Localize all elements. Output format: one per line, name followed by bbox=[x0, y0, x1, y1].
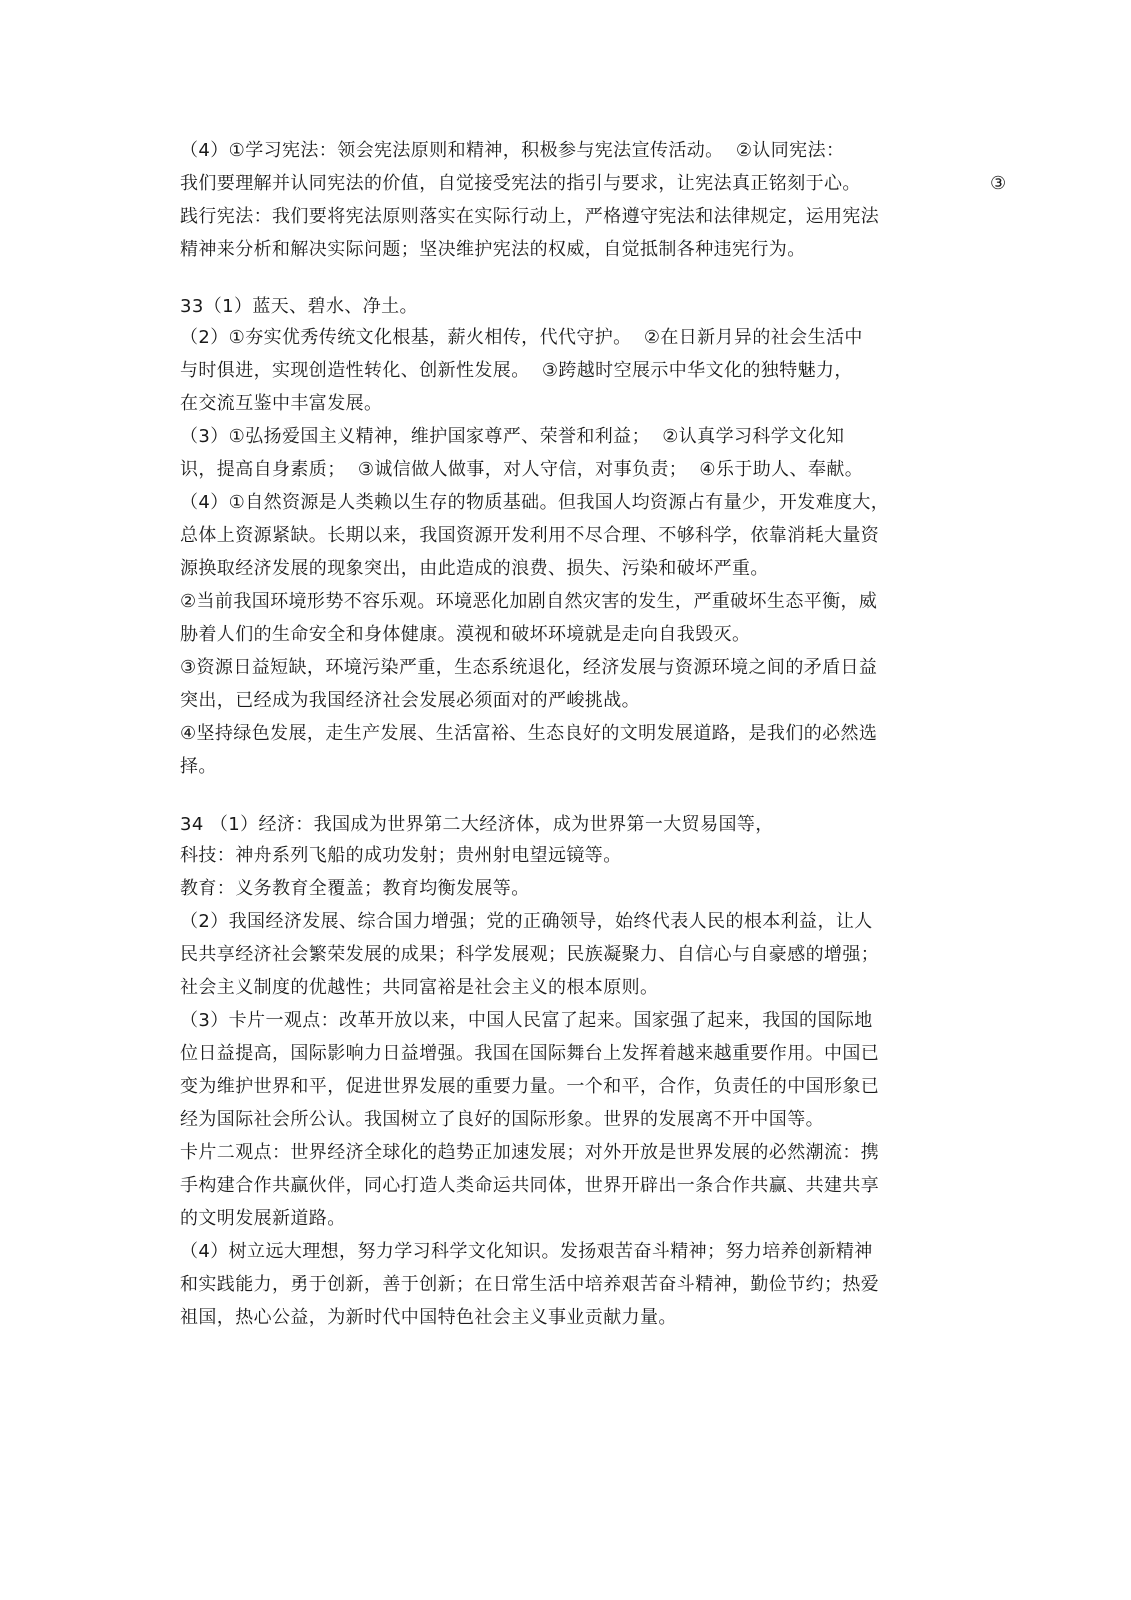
text-line: 社会主义制度的优越性；共同富裕是社会主义的根本原则。 bbox=[180, 977, 659, 998]
text-line: 在交流互鉴中丰富发展。 bbox=[180, 393, 383, 414]
text-line: ④坚持绿色发展，走生产发展、生活富裕、生态良好的文明发展道路，是我们的必然选 bbox=[180, 723, 878, 744]
text-line: 教育：义务教育全覆盖；教育均衡发展等。 bbox=[180, 878, 530, 899]
circled-number-marker: ③ bbox=[990, 173, 1007, 194]
text-line: 突出，已经成为我国经济社会发展必须面对的严峻挑战。 bbox=[180, 690, 640, 711]
text-line: 的文明发展新道路。 bbox=[180, 1208, 346, 1229]
text-line: 择。 bbox=[180, 756, 217, 777]
text-line: （4）树立远大理想，努力学习科学文化知识。发扬艰苦奋斗精神；努力培养创新精神 bbox=[180, 1241, 873, 1262]
text-line: （2）①夯实优秀传统文化根基，薪火相传，代代守护。 ②在日新月异的社会生活中 bbox=[180, 327, 863, 348]
text-line: （4）①学习宪法：领会宪法原则和精神，积极参与宪法宣传活动。 ②认同宪法： bbox=[180, 140, 845, 161]
text-line: （2）我国经济发展、综合国力增强；党的正确领导，始终代表人民的根本利益，让人 bbox=[180, 911, 873, 932]
text-line: 与时俱进，实现创造性转化、创新性发展。 ③跨越时空展示中华文化的独特魅力， bbox=[180, 360, 853, 381]
text-line: 科技：神舟系列飞船的成功发射；贵州射电望远镜等。 bbox=[180, 845, 622, 866]
text-line: 我们要理解并认同宪法的价值，自觉接受宪法的指引与要求，让宪法真正铭刻于心。 bbox=[180, 173, 861, 194]
text-line: 和实践能力，勇于创新，善于创新；在日常生活中培养艰苦奋斗精神，勤俭节约；热爱 bbox=[180, 1274, 880, 1295]
text-line: 胁着人们的生命安全和身体健康。漠视和破坏环境就是走向自我毁灭。 bbox=[180, 624, 751, 645]
text-line: 践行宪法：我们要将宪法原则落实在实际行动上，严格遵守宪法和法律规定，运用宪法 bbox=[180, 206, 880, 227]
text-line: 卡片二观点：世界经济全球化的趋势正加速发展；对外开放是世界发展的必然潮流：携 bbox=[180, 1142, 880, 1163]
text-line: 变为维护世界和平，促进世界发展的重要力量。一个和平，合作，负责任的中国形象已 bbox=[180, 1076, 880, 1097]
text-line: （4）①自然资源是人类赖以生存的物质基础。但我国人均资源占有量少，开发难度大， bbox=[180, 492, 890, 513]
text-line: 祖国，热心公益，为新时代中国特色社会主义事业贡献力量。 bbox=[180, 1307, 677, 1328]
text-line: 源换取经济发展的现象突出，由此造成的浪费、损失、污染和破坏严重。 bbox=[180, 558, 769, 579]
text-line: 33（1）蓝天、碧水、净土。 bbox=[180, 296, 418, 317]
text-line: （3）卡片一观点：改革开放以来，中国人民富了起来。国家强了起来，我国的国际地 bbox=[180, 1010, 873, 1031]
text-line: ③资源日益短缺，环境污染严重，生态系统退化，经济发展与资源环境之间的矛盾日益 bbox=[180, 657, 878, 678]
text-line: 精神来分析和解决实际问题；坚决维护宪法的权威，自觉抵制各种违宪行为。 bbox=[180, 239, 806, 260]
text-line: 经为国际社会所公认。我国树立了良好的国际形象。世界的发展离不开中国等。 bbox=[180, 1109, 824, 1130]
text-line: 民共享经济社会繁荣发展的成果；科学发展观；民族凝聚力、自信心与自豪感的增强； bbox=[180, 944, 880, 965]
text-line: （3）①弘扬爱国主义精神，维护国家尊严、荣誉和利益； ②认真学习科学文化知 bbox=[180, 426, 845, 447]
text-line: 总体上资源紧缺。长期以来，我国资源开发利用不尽合理、不够科学，依靠消耗大量资 bbox=[180, 525, 880, 546]
text-line: 34 （1）经济：我国成为世界第二大经济体，成为世界第一大贸易国等， bbox=[180, 814, 774, 835]
text-line: 识，提高自身素质； ③诚信做人做事，对人守信，对事负责； ④乐于助人、奉献。 bbox=[180, 459, 864, 480]
text-line: 手构建合作共赢伙伴，同心打造人类命运共同体，世界开辟出一条合作共赢、共建共享 bbox=[180, 1175, 880, 1196]
text-line: 位日益提高，国际影响力日益增强。我国在国际舞台上发挥着越来越重要作用。中国已 bbox=[180, 1043, 880, 1064]
text-line: ②当前我国环境形势不容乐观。环境恶化加剧自然灾害的发生，严重破坏生态平衡，威 bbox=[180, 591, 878, 612]
